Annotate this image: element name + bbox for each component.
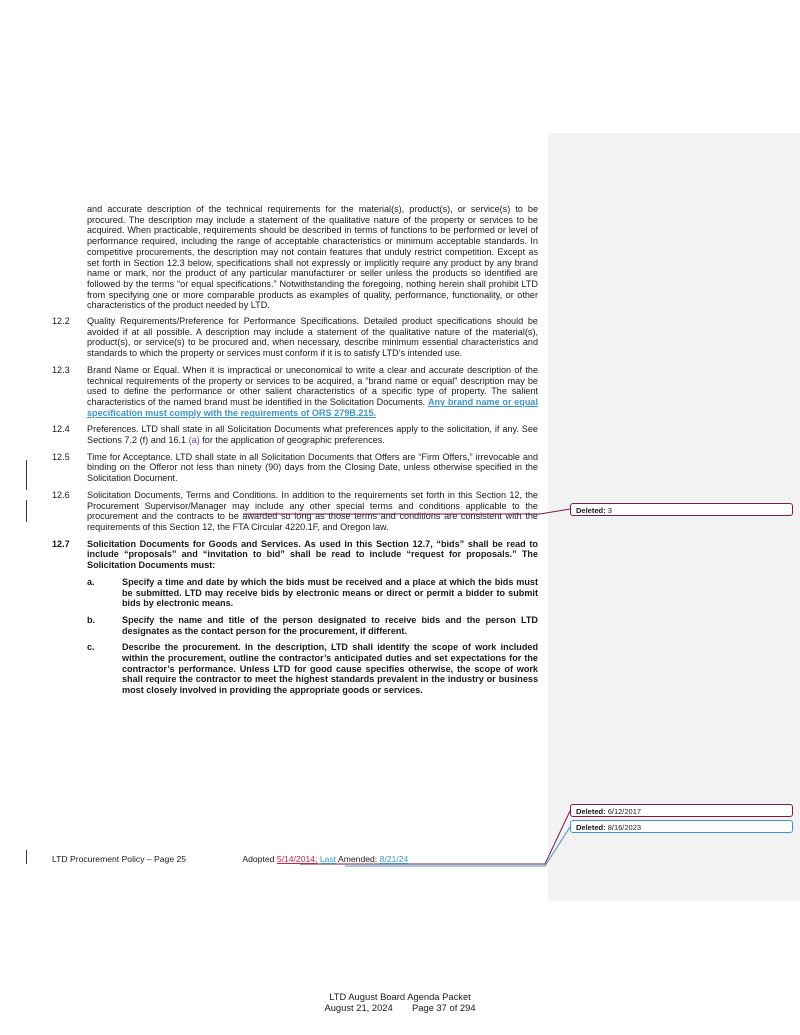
connector-line (243, 509, 570, 514)
item-number: a. (87, 576, 95, 587)
packet-title: LTD August Board Agenda Packet (329, 991, 471, 1002)
comment-value: 8/16/2023 (607, 823, 642, 832)
footer-amended: Amended: (338, 854, 378, 864)
page-footer (52, 854, 408, 865)
intro-paragraph: and accurate description of the technical requirements for the material(s), product(s), or service(s) to be procured. The description may include a statement of the qualitative nature of the property or services to be acquired. When practicable, requirements should be described in terms of functions to be performed or level of performance required, including the range of acceptable characteristics or minimum acceptable standards. In competitive procurements, the description may not contain features that unduly restrict competition. Except as set forth in Section 12.3 below, specifications shall not expressly or implicitly require any product by any brand name or mark, nor the product of any particular manufacturer or seller unless the products so identified are followed by the terms “or equal specifications.” Notwithstanding the foregoing, nothing herein shall prohibit LTD from specifying one or more comparable products as examples of quality, performance, functionality, or other characteristics of the product needed by LTD. (87, 204, 538, 311)
packet-page: Page 37 of 294 (411, 1002, 476, 1013)
comment-label: Deleted: (576, 823, 606, 832)
section-number: 12.7 (52, 538, 70, 549)
section-number: 12.5 (52, 451, 70, 462)
footer-last: Last (319, 854, 337, 864)
footer-left: LTD Procurement Policy – Page 25 (52, 854, 187, 864)
comment-label: Deleted: (576, 807, 606, 816)
section-text: Brand Name or Equal. When it is impractical or uneconomical to write a clear and accurate description of the technical requirements of the property or services to be acquired, a “brand name or equal” description may be used to define the performance or other salient characteristics of a specific type of property. The salient characteristics of the named brand must be identified in the Solicitation Documents. (87, 364, 538, 407)
comment-value: 3 (607, 506, 612, 515)
section-text: Solicitation Documents, Terms and Conditions. In addition to the requirements set forth in this Section 12, the Procurement Supervisor/Manager may include any other special terms and conditions applicable to the procurement and the contracts to be awarded so long as those terms and conditions are consistent with the requirements of this Section 12, the FTA Circular 4220.1F, and Oregon law. (87, 489, 538, 532)
footer-sep: ; (315, 854, 318, 864)
packet-footer (0, 991, 800, 1013)
footer-adopted: Adopted (242, 854, 275, 864)
footer-amended-date: 8/21/24 (379, 854, 409, 864)
item-text: Specify a time and date by which the bids must be received and a place at which the bids must be submitted. LTD may receive bids by electronic means or direct or permit a bidder to submit bids by electronic means. (122, 576, 538, 609)
item-number: c. (87, 642, 95, 653)
item-text: Describe the procurement. In the description, LTD shall identify the scope of work included within the procurement, outline the contractor’s anticipated duties and set expectations for the contractor’s performance. Unless LTD for good cause specifies otherwise, the scope of work shall require the contractor to meet the highest standards prevalent in the industry or business most closely involved in providing the appropriate goods or services. (122, 642, 538, 696)
section-number: 12.6 (52, 489, 70, 500)
section-text: Solicitation Documents for Goods and Services. As used in this Section 12.7, “bids” shall be read to include “proposals” and “invitation to bid” shall be read to include “request for proposals.” The Solicitation Documents must: (87, 538, 538, 571)
comment-value: 6/12/2017 (607, 807, 642, 816)
item-number: b. (87, 614, 96, 625)
inserted-text: Any brand name or equal specification must comply with the requirements of ORS 279B.215. (87, 396, 539, 418)
item-text: Specify the name and title of the person designated to receive bids and the person LTD designates as the contact person for the procurement, if different. (122, 614, 538, 636)
footer-adopted-date: 5/14/2014 (276, 854, 316, 864)
section-number: 12.2 (52, 316, 70, 327)
comment-label: Deleted: (576, 506, 606, 515)
section-text-d: for the application of geographic preferences. (199, 435, 385, 446)
section-text: Preferences. LTD shall state in all Solicitation Documents what preferences apply to the solicitation, if any. See Sections 7 (87, 424, 538, 446)
packet-date: August 21, 2024 (324, 1002, 393, 1013)
section-text: Time for Acceptance. LTD shall state in all Solicitation Documents that Offers are “Firm Offers,” irrevocable and binding on the Offeror not less than ninety (90) days from the Closing Date, unless otherwise specified in the Solicitation Document. (87, 451, 538, 484)
section-text-b: .2 (f) and 16.1 (129, 435, 189, 446)
section-number: 12.3 (52, 364, 70, 375)
section-number: 12.4 (52, 424, 70, 435)
inserted-a: (a) (188, 435, 200, 446)
section-text: Quality Requirements/Preference for Performance Specifications. Detailed product specifications should be avoided if at all possible. A description may include a statement of the qualitative nature of the material(s), product(s), or service(s) to be procured and, when necessary, describe minimum essential characteristics and standards to which the property or services must conform if it is to satisfy LTD’s intended use. (87, 316, 538, 359)
